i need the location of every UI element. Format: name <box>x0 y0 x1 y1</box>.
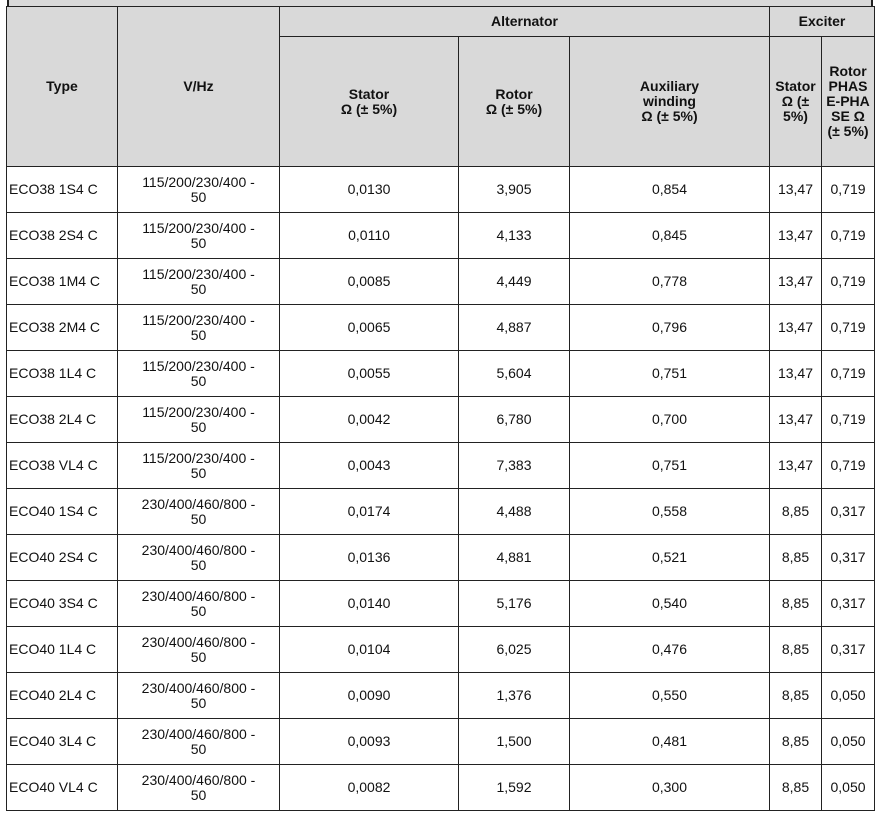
cell-type: ECO40 2L4 C <box>7 673 118 719</box>
cell-rotor: 3,905 <box>459 167 570 213</box>
cell-vhz <box>118 259 280 305</box>
cell-type: ECO40 1L4 C <box>7 627 118 673</box>
cell-stator: 0,0136 <box>280 535 459 581</box>
cell-aux-winding: 0,540 <box>570 581 770 627</box>
vhz-line: 50 <box>190 694 207 711</box>
vhz-line: 50 <box>190 326 207 343</box>
cell-exciter-rotor: 0,317 <box>822 627 875 673</box>
table-row <box>7 627 875 673</box>
header-alt-stator <box>280 37 459 167</box>
cell-stator: 0,0130 <box>280 167 459 213</box>
cell-stator: 0,0104 <box>280 627 459 673</box>
cell-stator: 0,0042 <box>280 397 459 443</box>
table-row <box>7 213 875 259</box>
cell-rotor: 1,500 <box>459 719 570 765</box>
vhz-line: 50 <box>190 372 207 389</box>
cell-aux-winding: 0,700 <box>570 397 770 443</box>
cell-type: ECO38 2S4 C <box>7 213 118 259</box>
vhz-line: 115/200/230/400 - <box>142 449 255 466</box>
cell-type: ECO38 1S4 C <box>7 167 118 213</box>
cell-vhz <box>118 535 280 581</box>
vhz-line: 115/200/230/400 - <box>142 357 255 374</box>
cell-rotor: 6,780 <box>459 397 570 443</box>
header-exc-rotor: Rotor PHASE-PHASE Ω (± 5%) <box>822 37 875 167</box>
table-row <box>7 581 875 627</box>
table-row <box>7 397 875 443</box>
resistance-table <box>6 6 875 811</box>
cell-vhz <box>118 719 280 765</box>
cell-aux-winding: 0,854 <box>570 167 770 213</box>
cell-exciter-rotor: 0,050 <box>822 673 875 719</box>
cell-aux-winding: 0,476 <box>570 627 770 673</box>
table-row <box>7 719 875 765</box>
header-exciter: Exciter <box>770 7 875 37</box>
cell-vhz <box>118 443 280 489</box>
cell-exciter-rotor: 0,719 <box>822 305 875 351</box>
vhz-line: 50 <box>190 556 207 573</box>
vhz-line: 50 <box>190 234 207 251</box>
header-line: Stator <box>348 85 390 102</box>
cell-rotor: 1,376 <box>459 673 570 719</box>
cell-type: ECO38 2M4 C <box>7 305 118 351</box>
table-body <box>7 167 875 811</box>
cell-exciter-stator: 13,47 <box>770 397 822 443</box>
cell-rotor: 5,604 <box>459 351 570 397</box>
vhz-line: 50 <box>190 602 207 619</box>
cell-stator: 0,0043 <box>280 443 459 489</box>
cell-vhz <box>118 627 280 673</box>
cell-type: ECO40 1S4 C <box>7 489 118 535</box>
cell-type: ECO38 1M4 C <box>7 259 118 305</box>
cell-type: ECO38 VL4 C <box>7 443 118 489</box>
vhz-line: 115/200/230/400 - <box>142 173 255 190</box>
table-row <box>7 673 875 719</box>
cell-aux-winding: 0,796 <box>570 305 770 351</box>
cell-type: ECO40 3S4 C <box>7 581 118 627</box>
header-alt-rotor <box>459 37 570 167</box>
vhz-line: 230/400/460/800 - <box>141 771 256 788</box>
header-line: Auxiliary <box>639 78 700 95</box>
vhz-line: 50 <box>190 418 207 435</box>
cell-exciter-rotor: 0,719 <box>822 443 875 489</box>
cell-vhz <box>118 213 280 259</box>
cell-exciter-stator: 8,85 <box>770 581 822 627</box>
vhz-line: 50 <box>190 464 207 481</box>
cell-rotor: 4,449 <box>459 259 570 305</box>
cell-stator: 0,0085 <box>280 259 459 305</box>
table-row <box>7 259 875 305</box>
cell-exciter-stator: 13,47 <box>770 443 822 489</box>
cell-rotor: 1,592 <box>459 765 570 811</box>
vhz-line: 50 <box>190 740 207 757</box>
cell-exciter-rotor: 0,317 <box>822 535 875 581</box>
cell-aux-winding: 0,751 <box>570 443 770 489</box>
cell-type: ECO40 3L4 C <box>7 719 118 765</box>
cell-aux-winding: 0,481 <box>570 719 770 765</box>
cell-exciter-stator: 8,85 <box>770 627 822 673</box>
vhz-line: 50 <box>190 648 207 665</box>
cell-exciter-rotor: 0,719 <box>822 167 875 213</box>
table-row <box>7 351 875 397</box>
cell-exciter-rotor: 0,719 <box>822 397 875 443</box>
vhz-line: 230/400/460/800 - <box>141 495 256 512</box>
table-row <box>7 443 875 489</box>
cell-exciter-rotor: 0,317 <box>822 489 875 535</box>
cell-rotor: 4,887 <box>459 305 570 351</box>
vhz-line: 115/200/230/400 - <box>142 403 255 420</box>
vhz-line: 50 <box>190 280 207 297</box>
cell-vhz <box>118 673 280 719</box>
cell-exciter-stator: 8,85 <box>770 489 822 535</box>
vhz-line: 230/400/460/800 - <box>141 725 256 742</box>
cell-exciter-stator: 13,47 <box>770 305 822 351</box>
header-line: Ω (± 5%) <box>485 100 543 117</box>
vhz-line: 50 <box>190 510 207 527</box>
cell-type: ECO40 VL4 C <box>7 765 118 811</box>
table-row <box>7 167 875 213</box>
cell-rotor: 6,025 <box>459 627 570 673</box>
cell-exciter-rotor: 0,719 <box>822 351 875 397</box>
cell-stator: 0,0090 <box>280 673 459 719</box>
vhz-line: 230/400/460/800 - <box>141 541 256 558</box>
header-line: Rotor <box>495 85 533 102</box>
header-vhz: V/Hz <box>118 7 280 167</box>
header-exc-stator: Stator Ω (± 5%) <box>770 37 822 167</box>
header-line: Ω (± 5%) <box>340 100 398 117</box>
cell-exciter-rotor: 0,317 <box>822 581 875 627</box>
vhz-line: 115/200/230/400 - <box>142 265 255 282</box>
header-line: winding <box>643 93 696 110</box>
cell-stator: 0,0140 <box>280 581 459 627</box>
cell-rotor: 4,488 <box>459 489 570 535</box>
vhz-line: 50 <box>190 786 207 803</box>
cell-stator: 0,0065 <box>280 305 459 351</box>
cell-type: ECO40 2S4 C <box>7 535 118 581</box>
cell-vhz <box>118 581 280 627</box>
cell-exciter-stator: 13,47 <box>770 259 822 305</box>
cell-vhz <box>118 167 280 213</box>
cell-exciter-stator: 8,85 <box>770 719 822 765</box>
cell-exciter-rotor: 0,050 <box>822 719 875 765</box>
header-line: Ω (± 5%) <box>641 108 698 125</box>
cell-exciter-rotor: 0,050 <box>822 765 875 811</box>
cell-vhz <box>118 397 280 443</box>
cell-rotor: 7,383 <box>459 443 570 489</box>
table-row <box>7 489 875 535</box>
cell-type: ECO38 2L4 C <box>7 397 118 443</box>
table-row <box>7 535 875 581</box>
cell-aux-winding: 0,300 <box>570 765 770 811</box>
cell-vhz <box>118 305 280 351</box>
cell-rotor: 4,881 <box>459 535 570 581</box>
cell-exciter-rotor: 0,719 <box>822 259 875 305</box>
cell-rotor: 5,176 <box>459 581 570 627</box>
vhz-line: 115/200/230/400 - <box>142 219 255 236</box>
cell-stator: 0,0110 <box>280 213 459 259</box>
cell-rotor: 4,133 <box>459 213 570 259</box>
header-alternator: Alternator <box>280 7 770 37</box>
vhz-line: 230/400/460/800 - <box>141 679 256 696</box>
header-alt-aux-winding <box>570 37 770 167</box>
cell-exciter-rotor: 0,719 <box>822 213 875 259</box>
cell-vhz <box>118 489 280 535</box>
vhz-line: 230/400/460/800 - <box>141 587 256 604</box>
cell-aux-winding: 0,845 <box>570 213 770 259</box>
cell-vhz <box>118 765 280 811</box>
vhz-line: 230/400/460/800 - <box>141 633 256 650</box>
cell-aux-winding: 0,550 <box>570 673 770 719</box>
cell-exciter-stator: 13,47 <box>770 351 822 397</box>
cell-stator: 0,0174 <box>280 489 459 535</box>
cell-exciter-stator: 8,85 <box>770 673 822 719</box>
cell-exciter-stator: 13,47 <box>770 213 822 259</box>
cell-stator: 0,0093 <box>280 719 459 765</box>
cell-aux-winding: 0,521 <box>570 535 770 581</box>
cell-exciter-stator: 8,85 <box>770 765 822 811</box>
vhz-line: 115/200/230/400 - <box>142 311 255 328</box>
header-type: Type <box>7 7 118 167</box>
cell-stator: 0,0055 <box>280 351 459 397</box>
cell-stator: 0,0082 <box>280 765 459 811</box>
vhz-line: 50 <box>190 188 207 205</box>
cell-type: ECO38 1L4 C <box>7 351 118 397</box>
cell-vhz <box>118 351 280 397</box>
cell-aux-winding: 0,751 <box>570 351 770 397</box>
table-row <box>7 765 875 811</box>
cell-aux-winding: 0,558 <box>570 489 770 535</box>
cell-exciter-stator: 13,47 <box>770 167 822 213</box>
table-row <box>7 305 875 351</box>
cell-aux-winding: 0,778 <box>570 259 770 305</box>
cell-exciter-stator: 8,85 <box>770 535 822 581</box>
